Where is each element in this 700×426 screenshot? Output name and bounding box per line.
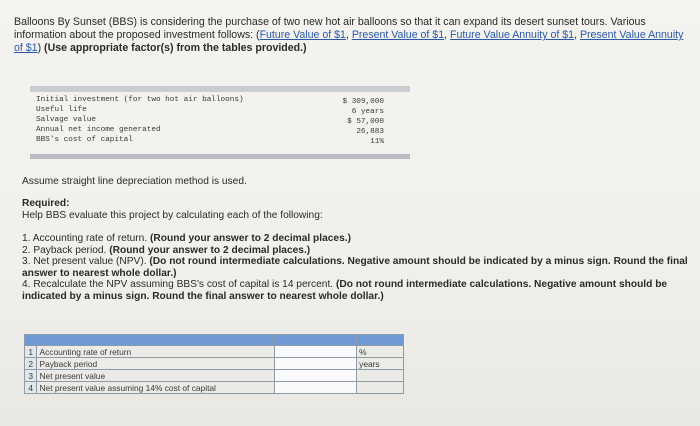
row-number: 3	[25, 370, 37, 382]
row-number: 4	[25, 382, 37, 394]
row-unit	[357, 370, 404, 382]
payback-period-input[interactable]	[274, 358, 356, 370]
investment-value: $ 57,000	[347, 118, 384, 126]
intro-close-paren: )	[37, 42, 42, 54]
investment-value: $ 309,000	[342, 98, 384, 106]
investment-label: BBS's cost of capital	[36, 136, 133, 144]
investment-values	[342, 97, 384, 147]
answer-table	[24, 334, 404, 394]
table-top-border	[30, 86, 410, 92]
row-number: 2	[25, 358, 37, 370]
investment-value: 11%	[370, 138, 384, 146]
link-future-value[interactable]: Future Value of $1	[259, 29, 346, 41]
row-label: Net present value	[37, 370, 274, 382]
row-label: Payback period	[37, 358, 274, 370]
answer-row	[25, 346, 404, 358]
intro-text: Balloons By Sunset (BBS) is considering the purchase of two new hot air balloons so that it can expand its desert sunset tours. Various information about the proposed investment follows: (	[14, 16, 646, 41]
row-number: 1	[25, 346, 37, 358]
link-present-value-annuity[interactable]: Present Value Annuity of $1	[14, 29, 684, 54]
accounting-rate-input[interactable]	[274, 346, 356, 358]
investment-value: 6 years	[351, 108, 384, 116]
task-item	[22, 256, 688, 279]
task-item	[22, 233, 688, 245]
task-item	[22, 279, 688, 302]
investment-data-table	[30, 86, 410, 150]
required-text: Help BBS evaluate this project by calculating each of the following:	[22, 210, 323, 221]
task-instruction: (Round your answer to 2 decimal places.)	[150, 233, 351, 244]
link-present-value[interactable]: Present Value of $1	[351, 29, 445, 41]
table-bottom-border	[30, 154, 410, 159]
problem-intro: Balloons By Sunset (BBS) is considering the purchase of two new hot air balloons so that it can expand its desert sunset tours. Various information about the proposed investment follows: (Future Value of $1, Present Value of $1, Future Value Annuity of $1, Present Value Annuity of $1) (Use appropriate factor(s) from the tables provided.)	[14, 16, 684, 54]
task-item	[22, 245, 688, 257]
investment-label: Initial investment (for two hot air balloons)	[36, 96, 244, 104]
link-future-value-annuity[interactable]: Future Value Annuity of $1	[449, 29, 575, 41]
assumption-text: Assume straight line depreciation method is used.	[22, 176, 247, 187]
task-text: 4. Recalculate the NPV assuming BBS's cost of capital is 14 percent.	[22, 279, 336, 290]
npv-input[interactable]	[274, 370, 356, 382]
row-unit: %	[357, 346, 404, 358]
answer-row	[25, 370, 404, 382]
npv-14-input[interactable]	[274, 382, 356, 394]
header-cell	[274, 335, 356, 346]
required-heading: Required:	[22, 198, 70, 209]
answer-row	[25, 382, 404, 394]
task-text: 2. Payback period.	[22, 244, 110, 256]
row-unit: years	[357, 358, 404, 370]
task-instruction: (Do not round intermediate calculations. Negative amount should be indicated by a minus sign. Round the final answer to nearest whole dollar.)	[22, 256, 688, 279]
intro-instruction: (Use appropriate factor(s) from the tables provided.)	[44, 42, 307, 54]
header-cell	[25, 335, 275, 346]
answer-table-header	[25, 335, 404, 346]
investment-label: Annual net income generated	[36, 126, 161, 134]
row-label: Net present value assuming 14% cost of capital	[37, 382, 274, 394]
investment-label: Salvage value	[36, 116, 96, 124]
investment-labels	[36, 95, 244, 145]
investment-label: Useful life	[36, 106, 87, 114]
task-instruction: (Do not round intermediate calculations. Negative amount should be indicated by a minus sign. Round the final answer to nearest whole dollar.)	[22, 279, 668, 302]
investment-value: 26,883	[356, 128, 384, 136]
task-text: 3. Net present value (NPV).	[22, 256, 150, 267]
task-text: 1. Accounting rate of return.	[22, 233, 150, 244]
header-cell	[357, 335, 404, 346]
task-instruction: (Round your answer to 2 decimal places.)	[109, 244, 311, 256]
answer-row	[25, 358, 404, 370]
row-label: Accounting rate of return	[37, 346, 274, 358]
required-section	[22, 198, 323, 222]
task-list	[22, 233, 688, 302]
row-unit	[357, 382, 404, 394]
